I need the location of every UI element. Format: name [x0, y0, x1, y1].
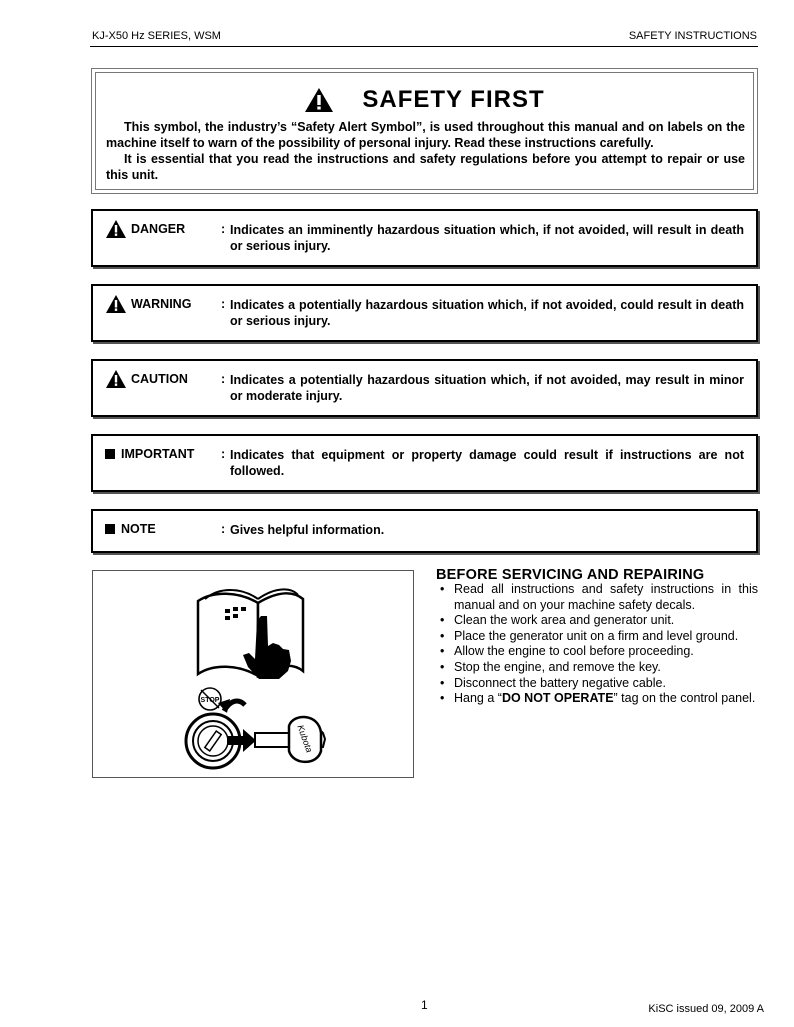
important-label-group — [105, 447, 194, 461]
safety-first-inner-frame — [95, 72, 754, 190]
warning-box — [91, 284, 758, 342]
page-number: 1 — [421, 998, 428, 1012]
important-box — [91, 434, 758, 492]
safety-first-paragraph-2: It is essential that you read the instructions and safety regulations before you attempt to repair or use this unit. — [106, 152, 745, 182]
safety-first-title: SAFETY FIRST — [362, 86, 545, 113]
black-square-icon — [105, 449, 115, 459]
warning-colon: : — [221, 297, 226, 311]
danger-colon: : — [221, 222, 226, 236]
danger-label-group — [105, 219, 185, 239]
list-item: • Place the generator unit on a firm and level ground. — [436, 629, 758, 645]
warning-text: Indicates a potentially hazardous situation which, if not avoided, could result in death or serious injury. — [230, 298, 744, 328]
safety-first-title-row — [96, 86, 753, 114]
danger-box — [91, 209, 758, 267]
key-brand-label: Kubota — [295, 723, 315, 754]
header-series: KJ-X50 Hz SERIES, WSM — [92, 30, 221, 42]
important-label: IMPORTANT — [121, 447, 195, 461]
safety-first-box — [91, 68, 758, 194]
caution-box — [91, 359, 758, 417]
manual-and-key-illustration — [93, 571, 413, 777]
do-not-operate-text: DO NOT OPERATE — [501, 691, 614, 706]
warning-triangle-icon — [105, 369, 127, 389]
pull-arrow-shaft-icon — [227, 736, 243, 745]
warning-triangle-icon — [105, 294, 127, 314]
warning-label-group — [105, 294, 191, 314]
list-item: • Clean the work area and generator unit. — [436, 613, 758, 629]
important-colon: : — [221, 447, 226, 461]
danger-text: Indicates an imminently hazardous situation which, if not avoided, will result in death or serious injury. — [230, 223, 744, 253]
danger-label: DANGER — [131, 222, 186, 236]
servicing-illustration — [92, 570, 414, 778]
caution-label: CAUTION — [131, 372, 188, 386]
before-servicing-title: BEFORE SERVICING AND REPAIRING — [436, 567, 705, 583]
caution-label-group — [105, 369, 188, 389]
tag-instruction-prefix: Hang a “ — [454, 691, 502, 706]
note-box — [91, 509, 758, 553]
warning-triangle-icon — [304, 87, 334, 113]
warning-triangle-icon — [105, 219, 127, 239]
black-square-icon — [105, 524, 115, 534]
important-text: Indicates that equipment or property damage could result if instructions are not followed. — [230, 448, 744, 478]
safety-first-paragraph-1: This symbol, the industry’s “Safety Alert Symbol”, is used throughout this manual and on labels on the machine itself to warn of the possibility of personal injury. Read these instructions carefully. — [106, 120, 745, 150]
note-text: Gives helpful information. — [230, 523, 385, 537]
note-colon: : — [221, 522, 226, 536]
list-item: • Read all instructions and safety instructions in this manual and on your machine safety decals. — [436, 582, 758, 613]
issue-info: KiSC issued 09, 2009 A — [648, 1003, 764, 1015]
list-item: • Allow the engine to cool before proceeding. — [436, 644, 758, 660]
warning-label: WARNING — [131, 297, 192, 311]
stop-label: STOP — [200, 697, 220, 704]
list-item — [436, 691, 758, 707]
note-label-group — [105, 522, 156, 536]
safety-first-body — [106, 119, 745, 183]
caution-colon: : — [221, 372, 226, 386]
stop-symbol-icon — [199, 688, 221, 710]
list-item: • Stop the engine, and remove the key. — [436, 660, 758, 676]
tag-instruction-suffix: ” tag on the control panel. — [613, 691, 756, 706]
list-item: • Disconnect the battery negative cable. — [436, 676, 758, 692]
header-section: SAFETY INSTRUCTIONS — [628, 30, 757, 42]
key-icon — [255, 717, 325, 762]
header-rule — [90, 46, 758, 47]
note-label: NOTE — [121, 522, 156, 536]
before-servicing-list — [436, 582, 758, 707]
caution-text: Indicates a potentially hazardous situation which, if not avoided, may result in minor or moderate injury. — [230, 373, 744, 403]
